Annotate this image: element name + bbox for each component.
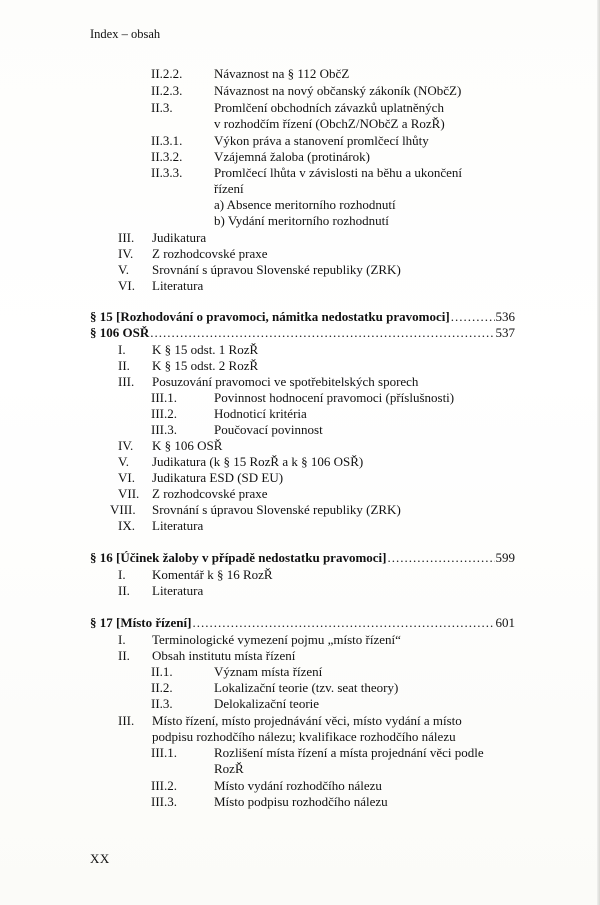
dot-leader [451, 309, 495, 324]
page-number: 601 [495, 615, 515, 630]
page-number: 537 [495, 325, 515, 340]
section-heading-106 [90, 325, 515, 340]
running-header: Index – obsah [90, 27, 161, 41]
page-number-footer: XX [90, 851, 110, 866]
page-number: 599 [495, 550, 515, 565]
dot-leader [387, 550, 494, 565]
dot-leader [150, 325, 494, 340]
section-title: § 16 [Účinek žaloby v případě nedostatku pravomoci] [90, 550, 387, 565]
section-title: § 106 OSŘ [90, 325, 150, 340]
section-title: § 15 [Rozhodování o pravomoci, námitka nedostatku pravomoci] [90, 309, 450, 324]
section-heading-16 [90, 550, 515, 565]
section-title: § 17 [Místo řízení] [90, 615, 192, 630]
dot-leader [192, 615, 494, 630]
section-heading-15 [90, 309, 515, 324]
section-heading-17 [90, 615, 515, 630]
page-number: 536 [495, 309, 515, 324]
book-page: Index – obsah II.2.2. Návaznost na § 112 ObčZ II.2.3. Návaznost na nový občanský zákoník (NObčZ) II.3. Promlčení obchodních závazků uplatněných v rozhodčím řízení (ObchZ/NObčZ a RozŘ) II.3.1. Výkon práva a stanovení promlčecí lhůty II.3.2. Vzájemná žaloba (protinárok) II.3.3. Promlčecí lhůta v závislosti na běhu a ukončení řízení a) Absence meritorního rozhodnutí b) Vydání meritorního rozhodnutí III. Judikatura IV. Z rozhodcovské praxe V. Srovnání s úpravou Slovenské republiky (ZRK) VI. Literatura § 15 [Rozhodování o pravomoci, námitka nedostatku pravomoci] ..... 536 § 106 OSŘ ..... 537 I. K § 15 odst. 1 RozŘ II. K § 15 odst. 2 RozŘ III. Posuzování pravomoci ve spotřebitelských sporech III.1. Povinnost hodnocení pravomoci (příslušnosti) III.2. Hodnoticí kritéria III.3. Poučovací povinnost IV. K § 106 OSŘ V. Judikatura (k § 15 RozŘ a k § 106 OSŘ) VI. Judikatura ESD (SD EU) VII. Z rozhodcovské praxe VIII. Srovnání s úpravou Slovenské republiky (ZRK) IX. Literatura § 16 [Účinek žaloby v případě nedostatku pravomoci] ..... 599 I. Komentář k § 16 RozŘ II. Literatura § 17 [Místo řízení] ..... 601 I. Terminologické vymezení pojmu „místo řízení“ II. Obsah institutu místa řízení II.1. Význam místa řízení II.2. Lokalizační teorie (tzv. seat theory) II.3. Delokalizační teorie III. Místo řízení, místo projednávání věci, místo vydání a místo podpisu rozhodčího nálezu; kvalifikace rozhodčího nálezu III.1. Rozlišení místa řízení a místa projednání věci podle RozŘ III.2. Místo vydání rozhodčího nálezu III.3. Místo podpisu rozhodčího nálezu XX [0, 0, 600, 905]
